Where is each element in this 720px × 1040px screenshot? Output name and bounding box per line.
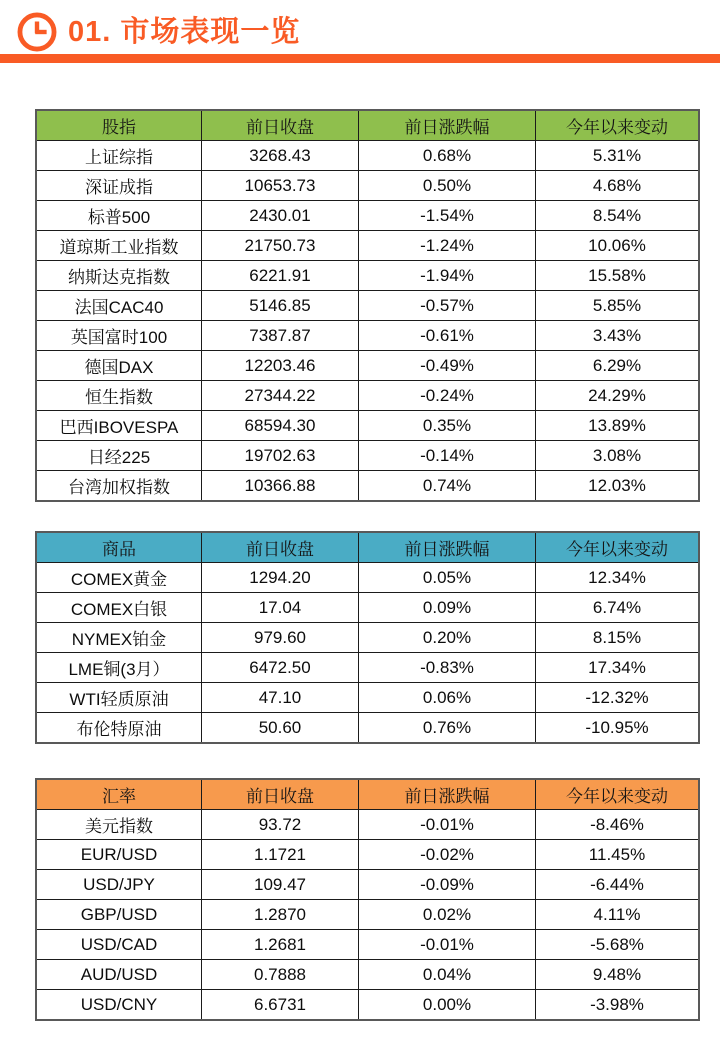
value-cell: -10.95%: [536, 713, 700, 744]
value-cell: 68594.30: [202, 411, 359, 441]
table-row: [36, 593, 699, 623]
table-row: [36, 870, 699, 900]
stock-indices-column-header: 今年以来变动: [536, 110, 700, 141]
value-cell: -5.68%: [536, 930, 700, 960]
stock-indices-name-cell: 标普500: [36, 201, 202, 231]
value-cell: -3.98%: [536, 990, 700, 1021]
value-cell: 2430.01: [202, 201, 359, 231]
table-row: [36, 683, 699, 713]
value-cell: 5.85%: [536, 291, 700, 321]
value-cell: 17.34%: [536, 653, 700, 683]
table-row: [36, 563, 699, 593]
value-cell: 0.35%: [359, 411, 536, 441]
stock-indices-name-cell: 上证综指: [36, 141, 202, 171]
value-cell: 0.7888: [202, 960, 359, 990]
stock-indices-name-cell: 深证成指: [36, 171, 202, 201]
table-row: [36, 990, 699, 1021]
value-cell: 12203.46: [202, 351, 359, 381]
stock-indices-name-cell: 纳斯达克指数: [36, 261, 202, 291]
value-cell: 3.08%: [536, 441, 700, 471]
commodities-name-cell: COMEX黄金: [36, 563, 202, 593]
value-cell: 1.2870: [202, 900, 359, 930]
value-cell: 5146.85: [202, 291, 359, 321]
value-cell: 0.20%: [359, 623, 536, 653]
stock-indices-name-cell: 德国DAX: [36, 351, 202, 381]
value-cell: 50.60: [202, 713, 359, 744]
table-row: [36, 171, 699, 201]
value-cell: 0.05%: [359, 563, 536, 593]
value-cell: 7387.87: [202, 321, 359, 351]
stock-indices-name-cell: 法国CAC40: [36, 291, 202, 321]
value-cell: 0.09%: [359, 593, 536, 623]
value-cell: -0.09%: [359, 870, 536, 900]
value-cell: 0.00%: [359, 990, 536, 1021]
commodities-name-cell: WTI轻质原油: [36, 683, 202, 713]
value-cell: 12.03%: [536, 471, 700, 502]
value-cell: 6.6731: [202, 990, 359, 1021]
table-row: [36, 231, 699, 261]
exchange-rates-column-header: 前日收盘: [202, 779, 359, 810]
stock-indices-name-cell: 恒生指数: [36, 381, 202, 411]
title-divider: [0, 54, 720, 63]
commodities-column-header: 商品: [36, 532, 202, 563]
value-cell: 0.68%: [359, 141, 536, 171]
commodities-name-cell: LME铜(3月）: [36, 653, 202, 683]
commodities-column-header: 前日收盘: [202, 532, 359, 563]
exchange-rates-table: [35, 778, 700, 1021]
value-cell: 47.10: [202, 683, 359, 713]
value-cell: -1.54%: [359, 201, 536, 231]
table-row: [36, 623, 699, 653]
value-cell: 3.43%: [536, 321, 700, 351]
value-cell: 10.06%: [536, 231, 700, 261]
table-row: [36, 960, 699, 990]
value-cell: -6.44%: [536, 870, 700, 900]
commodities-table: [35, 531, 700, 744]
value-cell: 27344.22: [202, 381, 359, 411]
value-cell: 1.1721: [202, 840, 359, 870]
table-row: [36, 261, 699, 291]
value-cell: -1.94%: [359, 261, 536, 291]
stock-indices-table: [35, 109, 700, 502]
stock-indices-name-cell: 英国富时100: [36, 321, 202, 351]
commodities-column-header: 今年以来变动: [536, 532, 700, 563]
exchange-rates-name-cell: USD/CNY: [36, 990, 202, 1021]
table-row: [36, 471, 699, 502]
value-cell: 15.58%: [536, 261, 700, 291]
stock-indices-name-cell: 台湾加权指数: [36, 471, 202, 502]
value-cell: 13.89%: [536, 411, 700, 441]
page-title: 01. 市场表现一览: [68, 16, 301, 48]
value-cell: -0.01%: [359, 930, 536, 960]
value-cell: 5.31%: [536, 141, 700, 171]
stock-indices-column-header: 前日收盘: [202, 110, 359, 141]
value-cell: -0.49%: [359, 351, 536, 381]
value-cell: 19702.63: [202, 441, 359, 471]
table-row: [36, 713, 699, 744]
exchange-rates-name-cell: 美元指数: [36, 810, 202, 840]
value-cell: -0.24%: [359, 381, 536, 411]
value-cell: -0.61%: [359, 321, 536, 351]
clock-icon: [16, 11, 58, 53]
value-cell: 8.15%: [536, 623, 700, 653]
value-cell: 11.45%: [536, 840, 700, 870]
exchange-rates-column-header: 汇率: [36, 779, 202, 810]
table-row: [36, 900, 699, 930]
table-row: [36, 201, 699, 231]
value-cell: 10366.88: [202, 471, 359, 502]
value-cell: -12.32%: [536, 683, 700, 713]
stock-indices-column-header: 股指: [36, 110, 202, 141]
table-row: [36, 441, 699, 471]
value-cell: -0.02%: [359, 840, 536, 870]
table-row: [36, 411, 699, 441]
value-cell: 4.68%: [536, 171, 700, 201]
table-row: [36, 291, 699, 321]
value-cell: 979.60: [202, 623, 359, 653]
value-cell: 3268.43: [202, 141, 359, 171]
value-cell: 0.74%: [359, 471, 536, 502]
commodities-name-cell: COMEX白银: [36, 593, 202, 623]
value-cell: 1294.20: [202, 563, 359, 593]
exchange-rates-column-header: 今年以来变动: [536, 779, 700, 810]
value-cell: -0.14%: [359, 441, 536, 471]
exchange-rates-name-cell: GBP/USD: [36, 900, 202, 930]
exchange-rates-name-cell: USD/JPY: [36, 870, 202, 900]
value-cell: -0.83%: [359, 653, 536, 683]
value-cell: -0.01%: [359, 810, 536, 840]
table-row: [36, 653, 699, 683]
section-header: [0, 0, 720, 53]
commodities-name-cell: 布伦特原油: [36, 713, 202, 744]
table-row: [36, 381, 699, 411]
value-cell: 9.48%: [536, 960, 700, 990]
value-cell: 0.50%: [359, 171, 536, 201]
value-cell: 0.02%: [359, 900, 536, 930]
value-cell: 1.2681: [202, 930, 359, 960]
value-cell: -8.46%: [536, 810, 700, 840]
exchange-rates-name-cell: AUD/USD: [36, 960, 202, 990]
value-cell: 4.11%: [536, 900, 700, 930]
value-cell: 93.72: [202, 810, 359, 840]
exchange-rates-name-cell: EUR/USD: [36, 840, 202, 870]
value-cell: -1.24%: [359, 231, 536, 261]
stock-indices-header-row: [36, 110, 699, 141]
table-row: [36, 810, 699, 840]
exchange-rates-column-header: 前日涨跌幅: [359, 779, 536, 810]
value-cell: 6.29%: [536, 351, 700, 381]
table-row: [36, 351, 699, 381]
commodities-name-cell: NYMEX铂金: [36, 623, 202, 653]
table-row: [36, 141, 699, 171]
value-cell: 0.76%: [359, 713, 536, 744]
commodities-column-header: 前日涨跌幅: [359, 532, 536, 563]
value-cell: 12.34%: [536, 563, 700, 593]
value-cell: 6.74%: [536, 593, 700, 623]
table-row: [36, 840, 699, 870]
value-cell: 0.06%: [359, 683, 536, 713]
value-cell: 6221.91: [202, 261, 359, 291]
stock-indices-name-cell: 道琼斯工业指数: [36, 231, 202, 261]
exchange-rates-header-row: [36, 779, 699, 810]
table-row: [36, 321, 699, 351]
value-cell: 10653.73: [202, 171, 359, 201]
value-cell: -0.57%: [359, 291, 536, 321]
table-row: [36, 930, 699, 960]
stock-indices-name-cell: 日经225: [36, 441, 202, 471]
tables-container: [0, 109, 720, 1021]
stock-indices-column-header: 前日涨跌幅: [359, 110, 536, 141]
value-cell: 109.47: [202, 870, 359, 900]
commodities-header-row: [36, 532, 699, 563]
stock-indices-name-cell: 巴西IBOVESPA: [36, 411, 202, 441]
value-cell: 17.04: [202, 593, 359, 623]
value-cell: 21750.73: [202, 231, 359, 261]
value-cell: 8.54%: [536, 201, 700, 231]
value-cell: 6472.50: [202, 653, 359, 683]
value-cell: 0.04%: [359, 960, 536, 990]
value-cell: 24.29%: [536, 381, 700, 411]
exchange-rates-name-cell: USD/CAD: [36, 930, 202, 960]
